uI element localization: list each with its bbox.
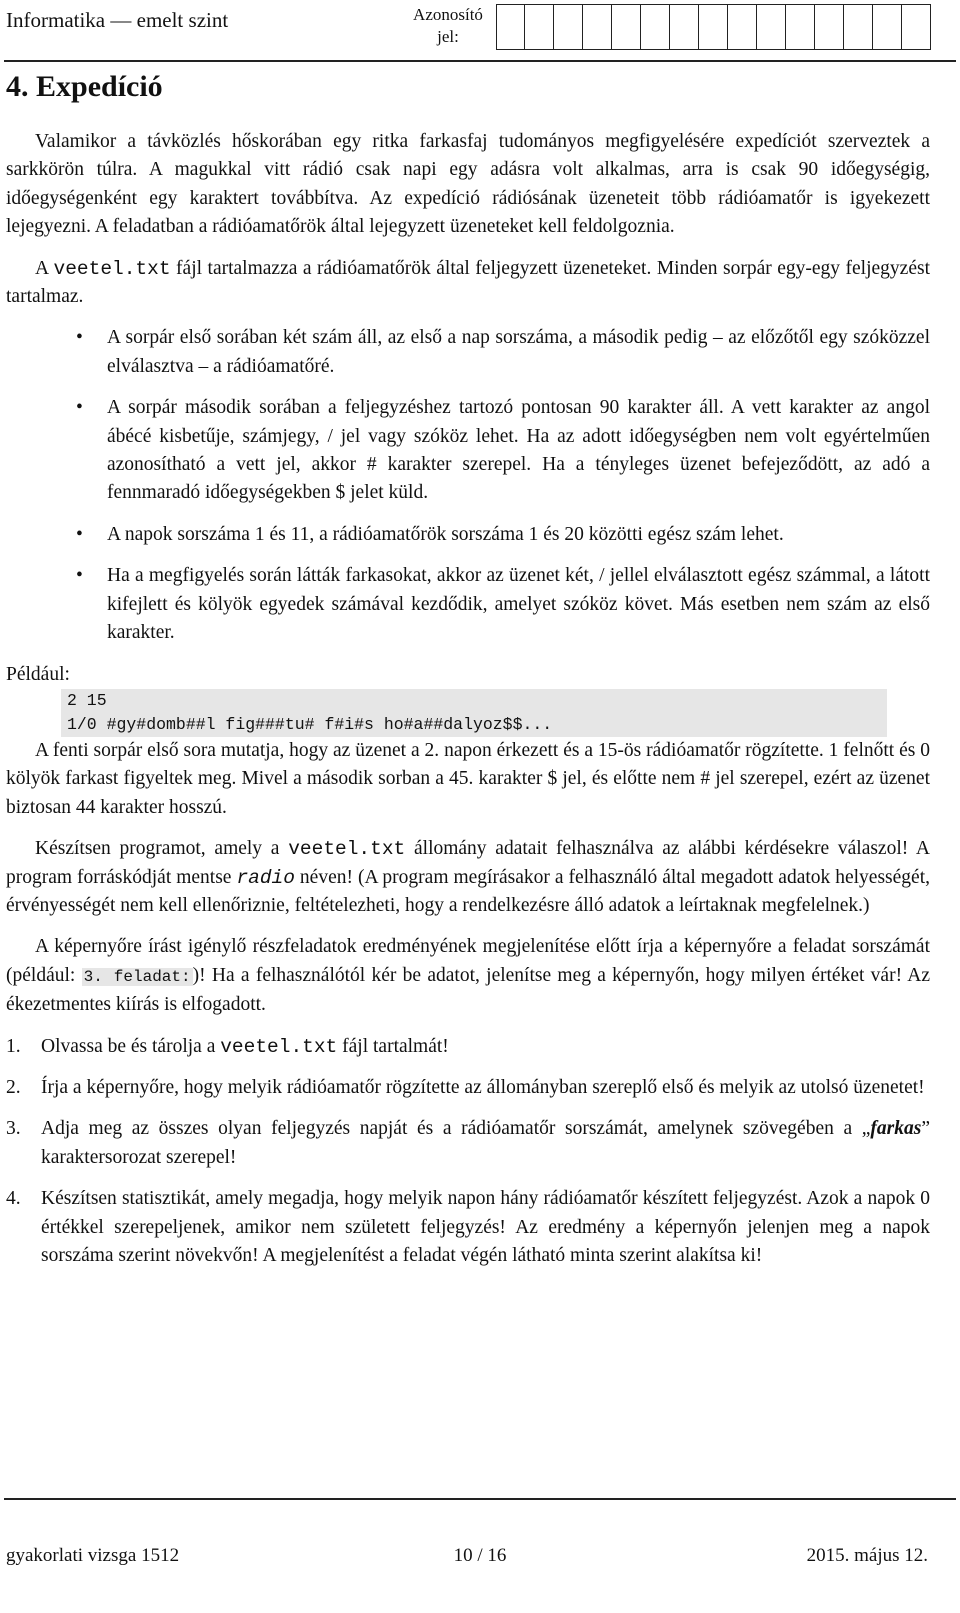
bullet-icon: • — [76, 327, 83, 349]
task-number: 4. — [6, 1188, 21, 1210]
text-span: fájl tartalmát! — [337, 1035, 449, 1057]
id-boxes — [496, 4, 931, 50]
list-item-text: A sorpár második sorában a feljegyzéshez tartozó pontosan 90 karakter áll. A vett karakter az angol ábécé kisbetűje, számjegy, / jel vagy szóköz lehet. Ha az adott időegységben nem volt egyértelműen azonosítható a vett jel, akkor # karakter szerepel. Ha a tényleges üzenet befejeződött, az adó a fennmaradó időegységekben $ jelet küld. — [107, 397, 930, 504]
text-span: néven! (A program megírásakor a felhasználó által megadott adatok helyességét, érvényességét nem kell ellenőriznie, feltételezheti, hogy a rendelkezésre álló adatok a leírtaknak megfelelnek.) — [6, 866, 930, 916]
footer-exam: gyakorlati vizsga 1512 — [6, 1545, 180, 1566]
task-item — [6, 1033, 930, 1061]
inline-code: 3. feladat: — [83, 967, 191, 986]
main-content — [6, 128, 930, 1283]
program-paragraph — [6, 835, 930, 920]
program-name: radio — [236, 866, 295, 889]
id-box — [699, 4, 728, 50]
id-box — [844, 4, 873, 50]
id-box — [815, 4, 844, 50]
page-header — [0, 0, 960, 62]
bullet-icon: • — [76, 397, 83, 419]
footer-page-number: 10 / 16 — [453, 1545, 507, 1566]
example-explanation: A fenti sorpár első sora mutatja, hogy az üzenet a 2. napon érkezett és a 15-ös rádióamatőr rögzítette. 1 felnőtt és 0 kölyök farkast figyeltek meg. Mivel a második sorban a 45. karakter $ jel, és előtte nem # jel szerepel, ezért az üzenet biztosan 44 karakter hosszú. — [6, 739, 930, 818]
text-span: )! Ha a felhasználótól kér be adatot, jelenítse meg a képernyőn, hogy milyen értéket vár! Az ékezetmentes kiírás is elfogadott. — [6, 964, 931, 1016]
id-box — [873, 4, 902, 50]
list-item-text: A sorpár első sorában két szám áll, az első a nap sorszáma, a második pedig – az előzőtől egy szóközzel elválasztva – a rádióamatőré. — [107, 327, 930, 377]
id-box — [786, 4, 815, 50]
text-span: A képernyőre írást igénylő részfeladatok eredményének megjelenítése előtt írja a képernyőre a feladat sorszámát (például: — [6, 936, 930, 986]
text-span: fájl tartalmazza a rádióamatőrök által feljegyzett üzeneteket. Minden sorpár egy-egy feljegyzést tartalmaz. — [6, 257, 930, 308]
task-item — [6, 1115, 930, 1172]
id-box — [554, 4, 583, 50]
list-item — [6, 562, 930, 647]
id-box — [902, 4, 931, 50]
list-item-text: A napok sorszáma 1 és 11, a rádióamatőrök sorszáma 1 és 20 közötti egész szám lehet. — [107, 523, 784, 545]
text-span: Adja meg az összes olyan feljegyzés napját és a rádióamatőr sorszámát, amelynek szövegében a „ — [41, 1118, 871, 1140]
task-text: Készítsen statisztikát, amely megadja, hogy melyik napon hány rádióamatőr készített feljegyzést. Azok a napok 0 értékkel szerepeljenek, amikor nem született feljegyzés! Az eredmény a képernyőn jelenjen meg a napok sorszáma szerint növekvőn! A megjelenítést a feladat végén látható minta szerint alakítsa ki! — [41, 1188, 930, 1266]
footer-divider — [4, 1498, 956, 1500]
id-box — [670, 4, 699, 50]
filename: veetel.txt — [220, 1035, 338, 1058]
list-item — [6, 521, 930, 549]
id-box — [728, 4, 757, 50]
task-text: Írja a képernyőre, hogy melyik rádióamatőr rögzítette az állományban szereplő első és melyik az utolsó üzenetet! — [41, 1076, 925, 1098]
id-box — [757, 4, 786, 50]
text-span: állomány adatait felhasználva az alábbi kérdésekre válaszol! A program forráskódját mentse — [6, 838, 931, 888]
bullet-icon: • — [76, 565, 83, 587]
task-list — [6, 1033, 930, 1271]
list-item-text: Ha a megfigyelés során látták farkasokat, akkor az üzenet két, / jellel elválasztott egész számmal, a látott kifejlett és kölyök egyedek számával kezdődik, amelyet szóköz követ. Más esetben nem szám az első karakter. — [107, 565, 930, 644]
page-title: 4. Expedíció — [6, 70, 163, 103]
example-code — [61, 689, 887, 737]
task-item — [6, 1074, 930, 1102]
task-number: 1. — [6, 1035, 21, 1057]
id-box — [583, 4, 612, 50]
footer-date: 2015. május 12. — [806, 1545, 928, 1566]
text-span: Olvassa be és tárolja a — [41, 1035, 221, 1057]
text-span: A — [35, 257, 54, 279]
task-number: 2. — [6, 1076, 21, 1098]
screen-paragraph — [6, 933, 930, 1019]
id-box — [496, 4, 525, 50]
list-item — [6, 324, 930, 381]
header-divider — [4, 60, 956, 62]
bullet-icon: • — [76, 523, 83, 545]
text-span: Készítsen programot, amely a — [35, 838, 289, 860]
task-item — [6, 1185, 930, 1270]
text-span: ” karaktersorozat szerepel! — [41, 1118, 930, 1168]
filename: veetel.txt — [288, 838, 406, 861]
example-label: Például: — [6, 663, 70, 685]
code-line: 2 15 — [67, 690, 107, 710]
filename: veetel.txt — [53, 257, 171, 280]
file-paragraph — [6, 255, 930, 312]
code-line: 1/0 #gy#domb##l fig###tu# f#i#s ho#a##dalyoz$$... — [67, 714, 553, 734]
subject-label: Informatika — emelt szint — [6, 8, 229, 32]
id-box — [525, 4, 554, 50]
intro-paragraph: Valamikor a távközlés hőskorában egy ritka farkasfaj tudományos megfigyelésére expedíciót szerveztek a sarkkörön túlra. A magukkal vitt rádió csak napi egy adásra volt alkalmas, arra is csak 90 időegységig, időegységenként egy karaktert továbbítva. Az expedíció rádiósának üzeneteit több rádióamatőr is igyekezett lejegyezni. A feladatban a rádióamatőrök által lejegyzett üzeneteket kell feldolgoznia. — [6, 131, 930, 238]
keyword: farkas — [870, 1118, 922, 1140]
id-box — [612, 4, 641, 50]
list-item — [6, 394, 930, 508]
id-label: Azonosító jel: — [413, 5, 483, 46]
task-number: 3. — [6, 1118, 21, 1140]
rules-list — [6, 324, 930, 647]
id-box — [641, 4, 670, 50]
